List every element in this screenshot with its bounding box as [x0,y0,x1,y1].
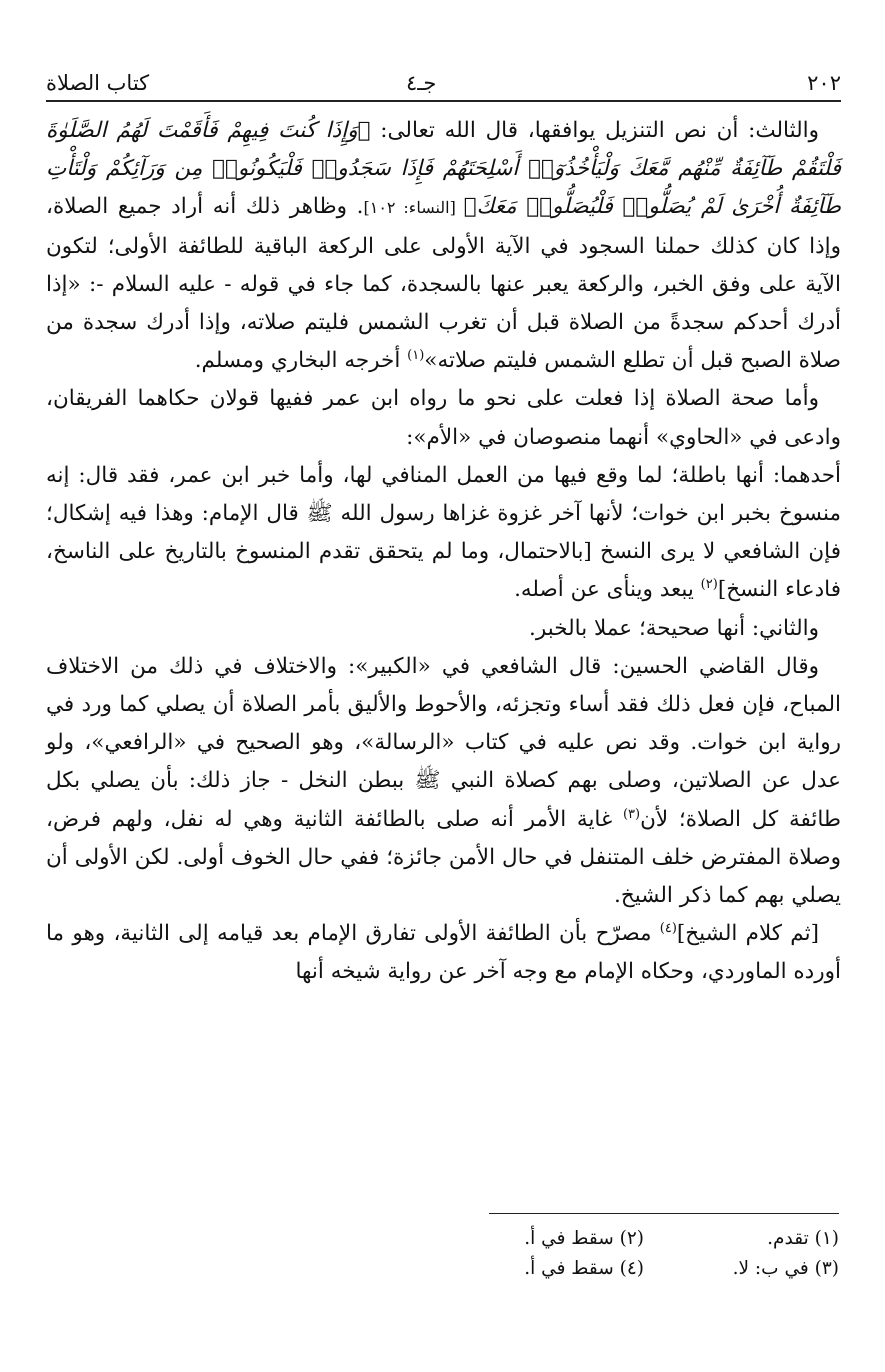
footnote-item [449,1254,644,1284]
footnote-rule [489,1213,839,1214]
footnote-item [449,1224,644,1254]
footnote-text: تقدم. [767,1228,809,1249]
page [46,68,841,992]
paragraph-validity: وأما صحة الصلاة إذا فعلت على نحو ما رواه ابن عمر ففيها قولان حكاهما الفريقان، وادعى في «الحاوي» أنهما منصوصان في «الأم»: [46,386,841,450]
footnote-item [644,1224,839,1254]
book-title: كتاب الصلاة [46,71,150,95]
header-rule [46,100,841,102]
paragraph-text: [ثم كلام الشيخ] [676,921,819,947]
paragraph-text: . وظاهر ذلك أنه أراد جميع الصلاة، وإذا كان كذلك حملنا السجود في الآية الأولى على الركعة الباقية للطائفة الأولى؛ لتكون الآية على وفق الخبر، والركعة يعبر عنها بالسجدة، كما جاء في قوله - عليه السلام -: «إذا أدرك أحدكم سجدةً من الصلاة قبل أن تغرب الشمس فليتم صلاته، وإذا أدرك سجدة من صلاة الصبح قبل أن تطلع الشمس فليتم صلاته» [46,194,841,374]
volume-label: جـ٤ [406,71,437,95]
paragraph-first-opinion [46,457,841,610]
footnote-number: (٣) [814,1258,839,1279]
running-header [46,68,841,102]
paragraph-text: أحدهما: أنها باطلة؛ لما وقع فيها من العمل المنافي لها، وأما خبر ابن عمر، فقد قال: إنه منسوخ بخبر ابن خوات؛ لأنها آخر غزوة غزاها رسول الله ﷺ قال الإمام: وهذا فيه إشكال؛ فإن الشافعي لا يرى النسخ [بالاحتمال، وما لم يتحقق تقدم المنسوخ بالتاريخ على الناسخ، فادعاء النسخ] [46,462,841,603]
footnote-row [44,1254,839,1284]
paragraph-text: وقال القاضي الحسين: قال الشافعي في «الكبير»: والاختلاف في ذلك من الاختلاف المباح، فإن فعل ذلك فقد أساء وتجزئه، والأحوط والأليق بأمر الصلاة أن يصلي كما ورد في رواية ابن خوات. وقد نص عليه في كتاب «الرسالة»، وهو الصحيح في «الرافعي»، ولو عدل عن الصلاتين، وصلى بهم كصلاة النبي ﷺ ببطن النخل - جاز ذلك: بأن يصلي بكل طائفة كل الصلاة؛ لأن [46,653,842,832]
paragraph-second-opinion: والثاني: أنها صحيحة؛ عملا بالخبر. [529,615,819,641]
paragraph-third-reason [46,112,841,380]
verse-reference: [النساء: ١٠٢] [363,198,464,218]
footnote-number: (١) [814,1228,839,1249]
main-text [46,112,841,992]
footnote-text: في ب: لا. [732,1258,809,1279]
footnote-marker: (٤) [659,921,677,937]
quran-verse: ﴿وَإِذَا كُنتَ فِيهِمْ فَأَقَمْتَ لَهُمُ الصَّلَوٰةَ فَلْتَقُمْ طَآئِفَةٌ مِّنْهُم مَّعَكَ وَلْيَأْخُذُوٓا۟ أَسْلِحَتَهُمْ فَإِذَا سَجَدُوا۟ فَلْيَكُونُوا۟ مِن وَرَآئِكُمْ وَلْتَأْتِ طَآئِفَةٌ أُخْرَىٰ لَمْ يُصَلُّوا۟ فَلْيُصَلُّوا۟ مَعَكَ﴾ [46,118,841,220]
footnote-text: سقط في أ. [524,1228,614,1249]
footnote-number: (٤) [619,1258,644,1279]
footnote-row [44,1224,839,1254]
footnote-number: (٢) [619,1228,644,1249]
footnote-marker: (١) [407,348,425,364]
page-number: ٢٠٢ [807,71,841,95]
footnote-text: سقط في أ. [524,1258,614,1279]
paragraph-qadi-husayn [46,648,841,915]
paragraph-text: أخرجه البخاري ومسلم. [194,348,408,374]
footnote-marker: (٢) [700,577,718,593]
paragraph-shaykh-statement [46,915,841,991]
paragraph-lead: والثالث: أن نص التنزيل يوافقها، قال الله تعالى: [370,118,819,143]
paragraph-text: مصرّح بأن الطائفة الأولى تفارق الإمام بعد قيامه إلى الثانية، وهو ما أورده الماوردي، وحكاه الإمام مع وجه آخر عن رواية شيخه أنها [46,921,841,985]
footnote-marker: (٣) [622,806,641,822]
paragraph-text: غاية الأمر أنه صلى بالطائفة الثانية وهي له نفل، ولهم فرض، وصلاة المفترض خلف المتنفل في حال الأمن جائزة؛ ففي حال الخوف أولى. لكن الأولى أن يصلي بهم كما ذكر الشيخ. [46,806,841,909]
footnote-item [644,1254,839,1284]
paragraph-text: يبعد وينأى عن أصله. [514,577,701,603]
footnotes [44,1224,839,1284]
